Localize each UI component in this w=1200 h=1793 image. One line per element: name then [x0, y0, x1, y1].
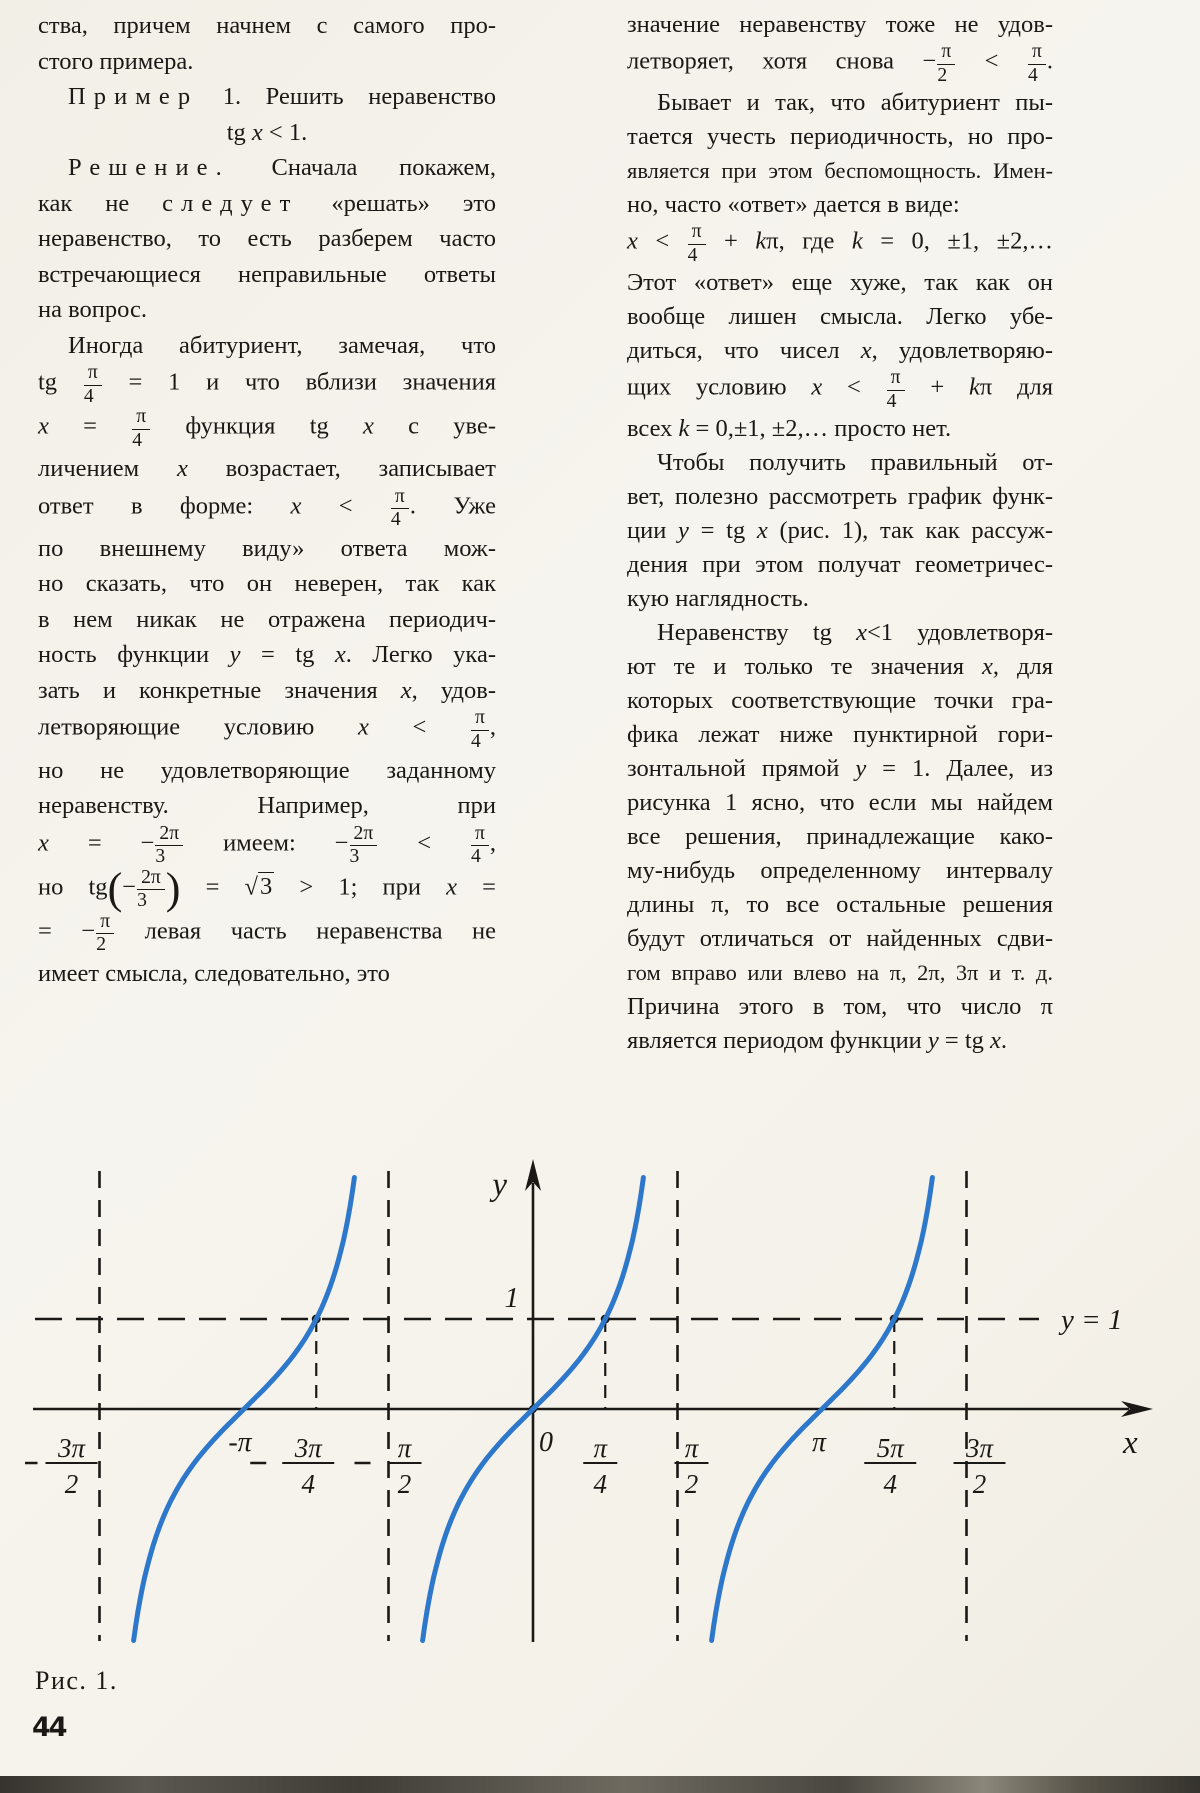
text-line: фика лежат ниже пунктирной гори- [627, 721, 1053, 749]
text-line: Решение. Сначала покажем, [68, 154, 496, 181]
x-tick-label: π [811, 1427, 827, 1458]
text-line: но, часто «ответ» дается в виде: [627, 191, 960, 219]
x-tick-fraction-numerator: π [397, 1433, 412, 1463]
x-tick-label: 0 [539, 1427, 553, 1458]
text-line: дения при этом получат геометричес- [627, 551, 1053, 579]
text-line: зонтальной прямой y = 1. Далее, из [627, 755, 1054, 783]
stacked-fraction: $\frac{\pi}{4}$ [390, 487, 410, 531]
text-line: как не следует «решать» это [38, 189, 497, 217]
guide-line-label: y = 1 [1061, 1304, 1123, 1336]
stacked-fraction: $\frac{2\pi}{3}$ [154, 824, 184, 868]
text-line: Неравенству tg x<1 удовлетворя- [657, 619, 1053, 647]
x-tick-fraction-denominator: 2 [684, 1469, 699, 1499]
x-tick-fraction-denominator: 4 [883, 1469, 897, 1499]
stacked-fraction: $\frac{\pi}{2}$ [95, 912, 115, 956]
stacked-fraction: $\frac{2\pi}{3}$ [349, 824, 379, 868]
page-number: 44 [32, 1712, 66, 1743]
stacked-fraction: $\frac{\pi}{2}$ [936, 42, 956, 86]
text-line: Пример 1. Решить неравенство [68, 83, 496, 110]
text-line: = − $\frac{\pi}{2}$ левая часть неравенства не [38, 910, 496, 956]
x-tick-fraction-numerator: 3π [57, 1433, 86, 1463]
text-line: Иногда абитуриент, замечая, что [68, 331, 496, 359]
tangent-graph-svg [25, 1155, 1165, 1667]
text-line: но сказать, что он неверен, так как [38, 570, 496, 598]
text-line: длины π, то все остальные решения [627, 891, 1053, 919]
text-line: ют те и только те значения x, для [627, 653, 1054, 681]
text-line: летворяющие условию x < $\frac{\pi}{4}$ , [38, 707, 496, 752]
text-line: значение неравенству тоже не удов- [627, 11, 1053, 38]
x-tick-fraction-denominator: 4 [301, 1469, 315, 1499]
text-line: Этот «ответ» еще хуже, так как он [627, 269, 1053, 297]
x-tick-fraction-denominator: 2 [397, 1469, 412, 1499]
text-line: ответ в форме: x < $\frac{\pi}{4}$ . Уже [38, 485, 496, 531]
x-tick-fraction-numerator: 3π [965, 1433, 994, 1463]
x-tick-fraction-numerator: 3π [294, 1433, 322, 1463]
text-line: стого примера. [38, 47, 194, 75]
text-line: Причина этого в том, что число π [627, 993, 1053, 1021]
figure-tangent-graph [25, 1155, 1165, 1667]
text-line: гом вправо или влево на π, 2π, 3π и т. д. [627, 960, 1053, 986]
stacked-fraction: $\frac{\pi}{4}$ [886, 368, 906, 412]
x-tick-fraction-denominator: 2 [64, 1469, 79, 1499]
text-line: но не удовлетворяющие заданному [38, 756, 496, 784]
radical-overline: 3 [260, 873, 273, 901]
right-text-column [627, 8, 1053, 1058]
letterspaced-word: Решение. [68, 154, 230, 181]
text-line: всех k = 0,±1, ±2,… просто нет. [627, 415, 952, 443]
text-line: неравенству. Например, при [38, 792, 496, 819]
math-display-line: tg x < 1. [226, 118, 308, 146]
text-line: ции y = tg x (рис. 1), так как рассуж- [627, 517, 1053, 545]
text-line: личением x возрастает, записывает [38, 455, 497, 483]
x-axis-label: x [1123, 1425, 1138, 1461]
text-line: x = − $\frac{2\pi}{3}$ имеем: − $\frac{2\pi}{3}$ < $\frac{\pi}{4}$ , [38, 822, 496, 868]
text-line: но tg(− $\frac{2\pi}{3}$ ) = √3 > 1; при x = [38, 863, 497, 913]
text-line: диться, что чисел x, удовлетворяю- [627, 337, 1053, 365]
text-line: зать и конкретные значения x, удов- [38, 676, 497, 704]
text-line: tg $\frac{\pi}{4}$ = 1 и что вблизи значения [38, 362, 497, 407]
x-tick-fraction-denominator: 4 [593, 1469, 607, 1499]
text-line: Бывает и так, что абитуриент пы- [657, 89, 1053, 117]
text-line: встречающиеся неправильные ответы [38, 260, 496, 288]
text-line: ства, причем начнем с самого про- [38, 12, 496, 39]
text-line: вет, полезно рассмотреть график функ- [627, 483, 1053, 511]
text-line: ность функции y = tg x. Легко ука- [38, 641, 497, 669]
stacked-fraction: $\frac{\pi}{4}$ [470, 708, 490, 752]
x-tick-fraction-numerator: 5π [876, 1433, 904, 1463]
text-line: вообще лишен смысла. Легко убе- [627, 303, 1053, 331]
text-line: му-нибудь определенному интервалу [627, 857, 1053, 885]
text-line: на вопрос. [38, 296, 147, 323]
text-line: x = $\frac{\pi}{4}$ функция tg x с уве- [38, 406, 496, 451]
text-line: Чтобы получить правильный от- [657, 449, 1053, 477]
stacked-fraction: $\frac{2\pi}{3}$ [136, 868, 166, 912]
stacked-fraction: $\frac{\pi}{4}$ [1027, 42, 1047, 86]
text-line: будут отличаться от найденных сдви- [627, 925, 1053, 953]
text-line: тается учесть периодичность, но про- [627, 123, 1053, 151]
text-line: в нем никак не отражена периодич- [38, 605, 496, 633]
scan-edge-strip [0, 1776, 1200, 1793]
stacked-fraction: $\frac{\pi}{4}$ [131, 407, 151, 451]
text-line: неравенство, то есть разберем часто [38, 225, 496, 252]
x-tick-fraction-denominator: 2 [972, 1469, 987, 1499]
figure-caption: Рис. 1. [35, 1666, 118, 1695]
text-line: щих условию x < $\frac{\pi}{4}$ + kπ для [627, 367, 1053, 412]
text-line: кую наглядность. [627, 585, 809, 613]
x-tick-label: -π [228, 1427, 252, 1458]
letterspaced-word: Пример [68, 83, 199, 110]
x-tick-fraction-numerator: π [684, 1433, 699, 1463]
y-axis-label: y [492, 1167, 507, 1203]
text-line: имеет смысла, следовательно, это [38, 959, 390, 987]
big-paren-close: ) [165, 863, 181, 913]
stacked-fraction: $\frac{\pi}{4}$ [83, 363, 103, 407]
stacked-fraction: $\frac{\pi}{4}$ [470, 824, 490, 868]
text-line: x < $\frac{\pi}{4}$ + kπ, где k = 0, ±1, ±2,… [627, 221, 1053, 266]
big-paren-open: ( [107, 863, 123, 913]
text-line: является при этом беспомощность. Имен- [627, 158, 1053, 184]
text-line: летворяет, хотя снова − $\frac{\pi}{2}$ < $\frac{\pi}{4}$ . [627, 41, 1053, 86]
text-line: все решения, принадлежащие како- [627, 823, 1053, 851]
stacked-fraction: $\frac{\pi}{4}$ [687, 222, 707, 266]
y-tick-label-1: 1 [504, 1282, 519, 1314]
text-line: рисунка 1 ясно, что если мы найдем [627, 789, 1053, 817]
text-line: по внешнему виду» ответа мож- [38, 534, 496, 562]
x-tick-fraction-numerator: π [593, 1433, 608, 1463]
text-line: которых соответствующие точки гра- [627, 687, 1053, 715]
letterspaced-word: следует [162, 189, 299, 217]
text-line: является периодом функции y = tg x. [627, 1027, 1008, 1055]
left-text-column [38, 8, 496, 991]
